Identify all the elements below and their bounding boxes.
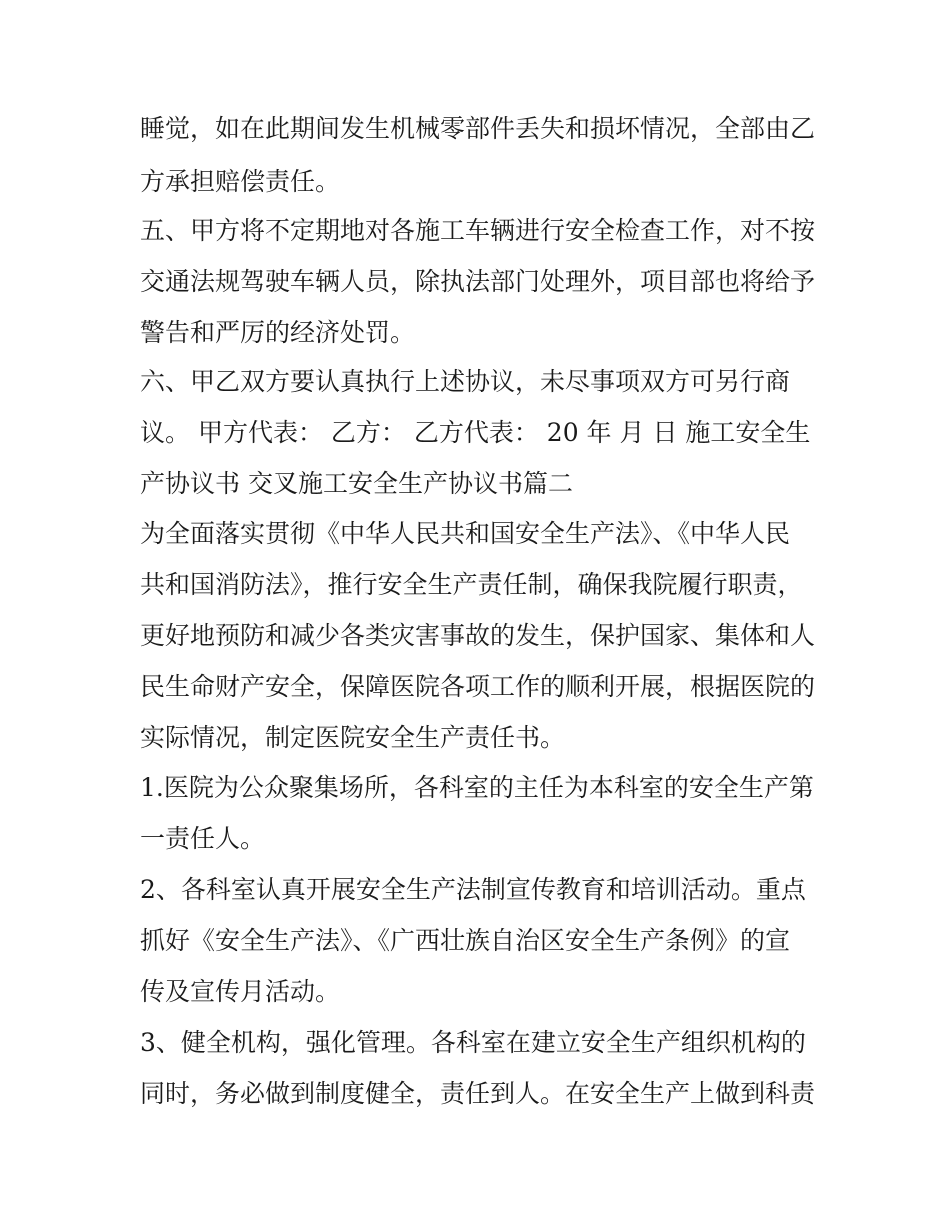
text-line: 1.医院为公众聚集场所，各科室的主任为本科室的安全生产第 <box>140 773 814 802</box>
text-line: 实际情况，制定医院安全生产责任书。 <box>140 723 566 752</box>
text-line: 民生命财产安全，保障医院各项工作的顺利开展，根据医院的 <box>140 672 816 701</box>
text-line: 方承担赔偿责任。 <box>140 167 341 196</box>
text-line: 为全面落实贯彻《中华人民共和国安全生产法》、《中华人民 <box>140 519 791 548</box>
text-line: 共和国消防法》，推行安全生产责任制，确保我院履行职责， <box>140 570 803 599</box>
text-line: 同时，务必做到制度健全，责任到人。在安全生产上做到科责 <box>140 1079 816 1108</box>
text-line: 一责任人。 <box>140 824 266 853</box>
text-line: 六、甲乙双方要认真执行上述协议，未尽事项双方可另行商 <box>140 367 791 396</box>
text-line: 五、甲方将不定期地对各施工车辆进行安全检查工作，对不按 <box>140 216 816 245</box>
text-line: 2、各科室认真开展安全生产法制宣传教育和培训活动。重点 <box>140 875 806 904</box>
text-line: 3、健全机构，强化管理。各科室在建立安全生产组织机构的 <box>140 1028 806 1057</box>
text-line: 议。 甲方代表： 乙方： 乙方代表： 20 年 月 日 施工安全生 <box>140 418 811 447</box>
text-line: 产协议书 交叉施工安全生产协议书篇二 <box>140 469 573 498</box>
text-line: 传及宣传月活动。 <box>140 977 341 1006</box>
text-line: 抓好《安全生产法》、《广西壮族自治区安全生产条例》的宣 <box>140 926 791 955</box>
text-line: 警告和严厉的经济处罚。 <box>140 318 416 347</box>
text-line: 更好地预防和减少各类灾害事故的发生，保护国家、集体和人 <box>140 621 816 650</box>
text-line: 睡觉，如在此期间发生机械零部件丢失和损坏情况，全部由乙 <box>140 114 816 143</box>
text-line: 交通法规驾驶车辆人员，除执法部门处理外，项目部也将给予 <box>140 267 816 296</box>
